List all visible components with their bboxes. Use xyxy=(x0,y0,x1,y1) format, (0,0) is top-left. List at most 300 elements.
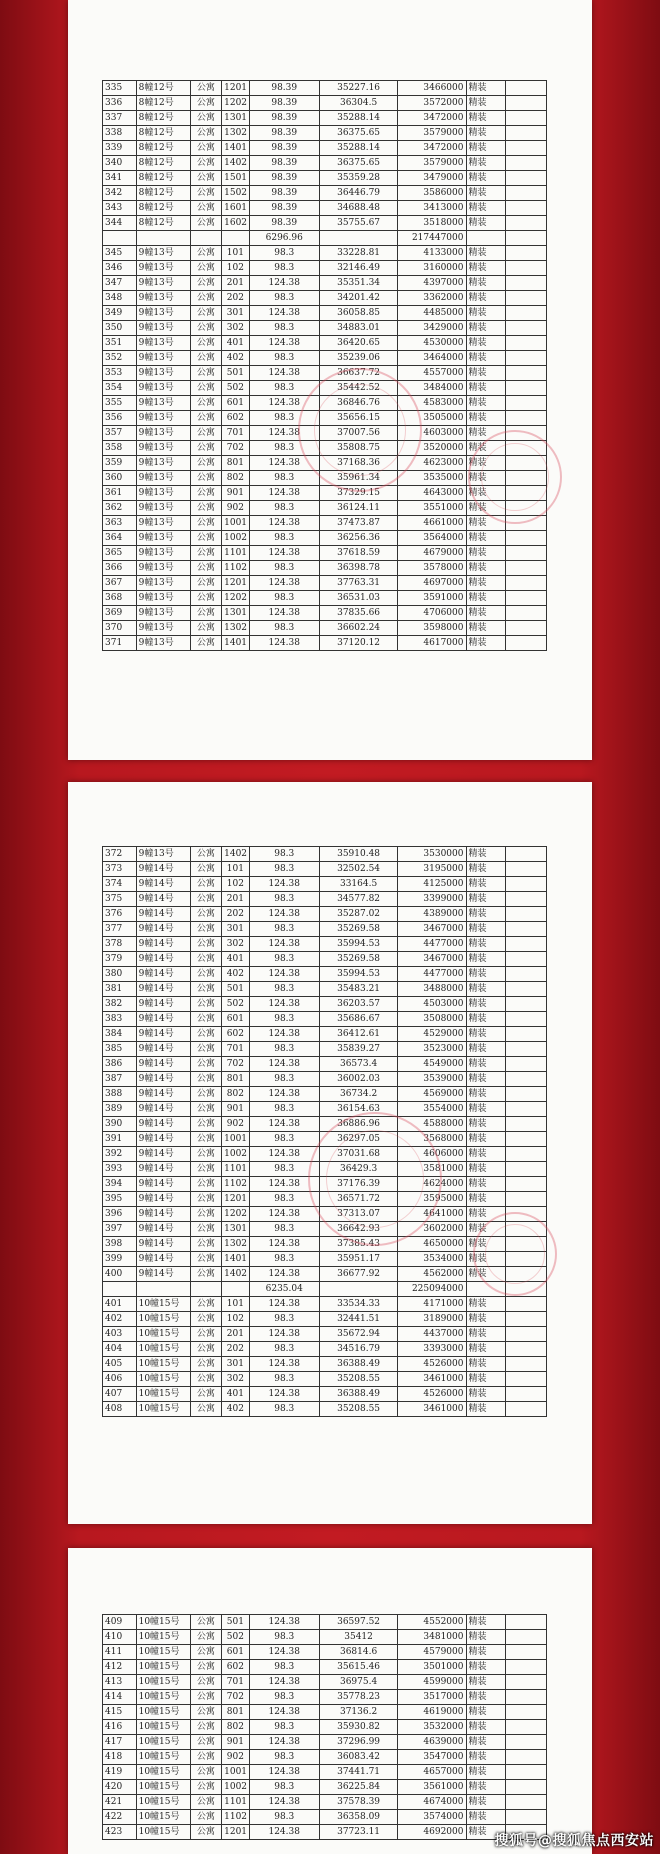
unit-price-cell: 35239.06 xyxy=(319,351,397,366)
finish-cell: 精装 xyxy=(466,1222,506,1237)
unit-price-cell: 36677.92 xyxy=(319,1267,397,1282)
remarks-cell xyxy=(506,1282,547,1297)
table-row xyxy=(103,1087,547,1102)
remarks-cell xyxy=(506,982,547,997)
building-cell: 10幢15号 xyxy=(136,1825,190,1840)
table-row xyxy=(103,1810,547,1825)
remarks-cell xyxy=(506,186,547,201)
total-price-cell: 3464000 xyxy=(398,351,466,366)
area-cell: 98.3 xyxy=(249,1660,319,1675)
area-cell: 98.3 xyxy=(249,952,319,967)
total-price-cell: 3399000 xyxy=(398,892,466,907)
row-number-cell: 377 xyxy=(103,922,137,937)
building-cell: 9幢14号 xyxy=(136,1132,190,1147)
remarks-cell xyxy=(506,456,547,471)
unit-type-cell: 公寓 xyxy=(190,1147,222,1162)
remarks-cell xyxy=(506,366,547,381)
area-cell: 124.38 xyxy=(249,1027,319,1042)
remarks-cell xyxy=(506,1675,547,1690)
unit-type-cell: 公寓 xyxy=(190,396,222,411)
finish-cell: 精装 xyxy=(466,877,506,892)
building-cell: 9幢14号 xyxy=(136,1162,190,1177)
room-number-cell: 301 xyxy=(222,922,249,937)
building-cell: 9幢13号 xyxy=(136,426,190,441)
row-number-cell: 343 xyxy=(103,201,137,216)
total-price-cell: 4526000 xyxy=(398,1357,466,1372)
remarks-cell xyxy=(506,411,547,426)
unit-price-cell: 37168.36 xyxy=(319,456,397,471)
finish-cell: 精装 xyxy=(466,1372,506,1387)
unit-type-cell: 公寓 xyxy=(190,171,222,186)
unit-type-cell: 公寓 xyxy=(190,877,222,892)
unit-type-cell: 公寓 xyxy=(190,531,222,546)
table-row xyxy=(103,1267,547,1282)
unit-type-cell: 公寓 xyxy=(190,1327,222,1342)
area-cell: 98.3 xyxy=(249,621,319,636)
total-price-cell: 3481000 xyxy=(398,1630,466,1645)
area-cell: 98.3 xyxy=(249,847,319,862)
room-number-cell: 1601 xyxy=(222,201,249,216)
row-number-cell: 421 xyxy=(103,1795,137,1810)
table-row xyxy=(103,1372,547,1387)
table-row xyxy=(103,1630,547,1645)
row-number-cell: 404 xyxy=(103,1342,137,1357)
remarks-cell xyxy=(506,967,547,982)
unit-type-cell: 公寓 xyxy=(190,621,222,636)
remarks-cell xyxy=(506,306,547,321)
room-number-cell: 301 xyxy=(222,306,249,321)
room-number-cell: 1302 xyxy=(222,126,249,141)
unit-type-cell: 公寓 xyxy=(190,501,222,516)
area-cell: 124.38 xyxy=(249,1735,319,1750)
table-row xyxy=(103,1192,547,1207)
finish-cell: 精装 xyxy=(466,486,506,501)
row-number-cell: 376 xyxy=(103,907,137,922)
finish-cell: 精装 xyxy=(466,426,506,441)
area-cell: 98.3 xyxy=(249,1132,319,1147)
table-row xyxy=(103,952,547,967)
finish-cell: 精装 xyxy=(466,952,506,967)
finish-cell: 精装 xyxy=(466,216,506,231)
unit-price-cell: 35910.48 xyxy=(319,847,397,862)
remarks-cell xyxy=(506,1147,547,1162)
row-number-cell: 365 xyxy=(103,546,137,561)
unit-type-cell: 公寓 xyxy=(190,997,222,1012)
total-price-cell: 3472000 xyxy=(398,111,466,126)
unit-type-cell: 公寓 xyxy=(190,351,222,366)
unit-price-cell: 36886.96 xyxy=(319,1117,397,1132)
row-number-cell: 353 xyxy=(103,366,137,381)
finish-cell: 精装 xyxy=(466,276,506,291)
area-cell: 98.3 xyxy=(249,501,319,516)
remarks-cell xyxy=(506,81,547,96)
total-price-cell: 4477000 xyxy=(398,937,466,952)
building-cell: 9幢13号 xyxy=(136,456,190,471)
unit-type-cell: 公寓 xyxy=(190,1675,222,1690)
total-price-cell: 3466000 xyxy=(398,81,466,96)
area-cell: 98.3 xyxy=(249,561,319,576)
area-cell: 124.38 xyxy=(249,1057,319,1072)
table-row xyxy=(103,1057,547,1072)
finish-cell: 精装 xyxy=(466,141,506,156)
area-cell: 124.38 xyxy=(249,1645,319,1660)
unit-price-cell: 36420.65 xyxy=(319,336,397,351)
remarks-cell xyxy=(506,1087,547,1102)
finish-cell: 精装 xyxy=(466,471,506,486)
unit-price-cell: 36573.4 xyxy=(319,1057,397,1072)
area-cell: 124.38 xyxy=(249,1675,319,1690)
unit-price-cell: 36225.84 xyxy=(319,1780,397,1795)
unit-type-cell: 公寓 xyxy=(190,1735,222,1750)
table-row xyxy=(103,621,547,636)
finish-cell: 精装 xyxy=(466,967,506,982)
total-price-cell: 4569000 xyxy=(398,1087,466,1102)
building-cell: 9幢13号 xyxy=(136,516,190,531)
remarks-cell xyxy=(506,321,547,336)
remarks-cell xyxy=(506,1327,547,1342)
row-number-cell: 399 xyxy=(103,1252,137,1267)
building-cell: 9幢14号 xyxy=(136,907,190,922)
document-page-2 xyxy=(68,782,592,1524)
finish-cell: 精装 xyxy=(466,351,506,366)
building-cell: 9幢13号 xyxy=(136,351,190,366)
building-cell: 9幢14号 xyxy=(136,1042,190,1057)
finish-cell: 精装 xyxy=(466,1027,506,1042)
unit-price-cell: 36256.36 xyxy=(319,531,397,546)
unit-price-cell: 35778.23 xyxy=(319,1690,397,1705)
total-price-cell: 4623000 xyxy=(398,456,466,471)
room-number-cell: 201 xyxy=(222,1327,249,1342)
building-cell: 10幢15号 xyxy=(136,1297,190,1312)
total-price-cell: 4679000 xyxy=(398,546,466,561)
unit-type-cell: 公寓 xyxy=(190,862,222,877)
remarks-cell xyxy=(506,1267,547,1282)
unit-type-cell: 公寓 xyxy=(190,471,222,486)
unit-price-cell: 37296.99 xyxy=(319,1735,397,1750)
total-price-cell: 3501000 xyxy=(398,1660,466,1675)
row-number-cell: 381 xyxy=(103,982,137,997)
finish-cell: 精装 xyxy=(466,1057,506,1072)
finish-cell: 精装 xyxy=(466,516,506,531)
unit-type-cell: 公寓 xyxy=(190,261,222,276)
remarks-cell xyxy=(506,171,547,186)
room-number-cell: 702 xyxy=(222,1057,249,1072)
unit-price-cell: 33164.5 xyxy=(319,877,397,892)
total-price-cell: 4530000 xyxy=(398,336,466,351)
unit-type-cell: 公寓 xyxy=(190,126,222,141)
table-row xyxy=(103,1720,547,1735)
room-number-cell: 1602 xyxy=(222,216,249,231)
room-number-cell: 402 xyxy=(222,967,249,982)
remarks-cell xyxy=(506,877,547,892)
finish-cell: 精装 xyxy=(466,591,506,606)
table-row xyxy=(103,1765,547,1780)
remarks-cell xyxy=(506,1042,547,1057)
remarks-cell xyxy=(506,246,547,261)
table-row xyxy=(103,1660,547,1675)
total-price-cell: 3472000 xyxy=(398,141,466,156)
row-number-cell: 335 xyxy=(103,81,137,96)
table-row xyxy=(103,967,547,982)
room-number-cell: 1102 xyxy=(222,561,249,576)
finish-cell: 精装 xyxy=(466,1402,506,1417)
row-number-cell: 379 xyxy=(103,952,137,967)
finish-cell: 精装 xyxy=(466,501,506,516)
room-number-cell: 502 xyxy=(222,1630,249,1645)
row-number-cell: 359 xyxy=(103,456,137,471)
remarks-cell xyxy=(506,516,547,531)
unit-price-cell: 35412 xyxy=(319,1630,397,1645)
building-cell: 9幢14号 xyxy=(136,937,190,952)
unit-price-cell: 36388.49 xyxy=(319,1357,397,1372)
table-row xyxy=(103,1690,547,1705)
row-number-cell: 338 xyxy=(103,126,137,141)
unit-price-cell: 32441.51 xyxy=(319,1312,397,1327)
finish-cell: 精装 xyxy=(466,381,506,396)
area-cell: 98.3 xyxy=(249,892,319,907)
finish-cell: 精装 xyxy=(466,561,506,576)
unit-price-cell: 37473.87 xyxy=(319,516,397,531)
finish-cell: 精装 xyxy=(466,1795,506,1810)
room-number-cell: 1202 xyxy=(222,591,249,606)
table-row xyxy=(103,81,547,96)
unit-type-cell: 公寓 xyxy=(190,246,222,261)
unit-price-cell: 36446.79 xyxy=(319,186,397,201)
building-cell: 10幢15号 xyxy=(136,1720,190,1735)
table-row xyxy=(103,396,547,411)
room-number-cell: 501 xyxy=(222,366,249,381)
table-row xyxy=(103,186,547,201)
room-number-cell: 1201 xyxy=(222,81,249,96)
unit-price-cell: 35656.15 xyxy=(319,411,397,426)
building-cell: 9幢14号 xyxy=(136,1252,190,1267)
remarks-cell xyxy=(506,156,547,171)
room-number-cell: 1001 xyxy=(222,516,249,531)
area-cell: 98.3 xyxy=(249,1402,319,1417)
finish-cell: 精装 xyxy=(466,1327,506,1342)
finish-cell: 精装 xyxy=(466,606,506,621)
finish-cell: 精装 xyxy=(466,1147,506,1162)
remarks-cell xyxy=(506,561,547,576)
total-price-cell: 3595000 xyxy=(398,1192,466,1207)
price-register-table xyxy=(102,80,547,651)
unit-type-cell: 公寓 xyxy=(190,291,222,306)
unit-type-cell: 公寓 xyxy=(190,1825,222,1840)
building-cell: 10幢15号 xyxy=(136,1750,190,1765)
building-cell: 9幢13号 xyxy=(136,336,190,351)
unit-price-cell: 36975.4 xyxy=(319,1675,397,1690)
table-row xyxy=(103,1297,547,1312)
building-cell: 9幢14号 xyxy=(136,1207,190,1222)
room-number-cell: 601 xyxy=(222,1645,249,1660)
room-number-cell: 1002 xyxy=(222,1147,249,1162)
area-cell: 98.3 xyxy=(249,1012,319,1027)
unit-type-cell: 公寓 xyxy=(190,156,222,171)
table-row xyxy=(103,261,547,276)
row-number-cell: 375 xyxy=(103,892,137,907)
total-price-cell: 3551000 xyxy=(398,501,466,516)
table-row xyxy=(103,997,547,1012)
building-cell: 10幢15号 xyxy=(136,1312,190,1327)
unit-price-cell: 36637.72 xyxy=(319,366,397,381)
building-cell: 8幢12号 xyxy=(136,96,190,111)
unit-price-cell: 35994.53 xyxy=(319,937,397,952)
room-number-cell: 601 xyxy=(222,1012,249,1027)
row-number-cell: 411 xyxy=(103,1645,137,1660)
room-number-cell: 801 xyxy=(222,1072,249,1087)
table-row xyxy=(103,201,547,216)
area-cell: 124.38 xyxy=(249,1327,319,1342)
area-cell: 98.3 xyxy=(249,1690,319,1705)
unit-price-cell: 35615.46 xyxy=(319,1660,397,1675)
total-price-cell: 3393000 xyxy=(398,1342,466,1357)
area-cell: 124.38 xyxy=(249,1765,319,1780)
unit-type-cell: 公寓 xyxy=(190,1795,222,1810)
subtotal-row xyxy=(103,1282,547,1297)
remarks-cell xyxy=(506,261,547,276)
table-row xyxy=(103,847,547,862)
unit-price-cell: 34688.48 xyxy=(319,201,397,216)
unit-type-cell: 公寓 xyxy=(190,1387,222,1402)
room-number-cell: 1502 xyxy=(222,186,249,201)
row-number-cell: 350 xyxy=(103,321,137,336)
unit-price-cell: 36358.09 xyxy=(319,1810,397,1825)
remarks-cell xyxy=(506,997,547,1012)
building-cell: 9幢14号 xyxy=(136,997,190,1012)
building-cell: 8幢12号 xyxy=(136,141,190,156)
area-cell: 98.3 xyxy=(249,591,319,606)
table-row xyxy=(103,1615,547,1630)
unit-type-cell: 公寓 xyxy=(190,1750,222,1765)
finish-cell: 精装 xyxy=(466,1645,506,1660)
room-number-cell: 1202 xyxy=(222,96,249,111)
total-price-cell: 4133000 xyxy=(398,246,466,261)
table-row xyxy=(103,1735,547,1750)
table-row xyxy=(103,1645,547,1660)
total-price-cell: 4624000 xyxy=(398,1177,466,1192)
unit-type-cell: 公寓 xyxy=(190,561,222,576)
table-row xyxy=(103,1675,547,1690)
unit-type-cell: 公寓 xyxy=(190,1690,222,1705)
area-cell: 124.38 xyxy=(249,907,319,922)
row-number-cell: 372 xyxy=(103,847,137,862)
total-price-cell: 3484000 xyxy=(398,381,466,396)
finish-cell: 精装 xyxy=(466,246,506,261)
unit-price-cell: 36375.65 xyxy=(319,156,397,171)
area-cell: 98.3 xyxy=(249,321,319,336)
remarks-cell xyxy=(506,111,547,126)
total-price-cell: 3578000 xyxy=(398,561,466,576)
unit-price-cell: 36083.42 xyxy=(319,1750,397,1765)
row-number-cell: 408 xyxy=(103,1402,137,1417)
unit-price-cell: 37176.39 xyxy=(319,1177,397,1192)
room-number-cell: 902 xyxy=(222,1117,249,1132)
finish-cell: 精装 xyxy=(466,396,506,411)
row-number-cell: 419 xyxy=(103,1765,137,1780)
remarks-cell xyxy=(506,351,547,366)
unit-type-cell: 公寓 xyxy=(190,96,222,111)
unit-price-cell: 35359.28 xyxy=(319,171,397,186)
remarks-cell xyxy=(506,96,547,111)
row-number-cell: 415 xyxy=(103,1705,137,1720)
total-price-cell: 4706000 xyxy=(398,606,466,621)
row-number-cell: 378 xyxy=(103,937,137,952)
unit-price-cell xyxy=(319,1282,397,1297)
remarks-cell xyxy=(506,231,547,246)
building-cell: 10幢15号 xyxy=(136,1327,190,1342)
area-cell: 124.38 xyxy=(249,546,319,561)
area-cell: 98.3 xyxy=(249,1780,319,1795)
remarks-cell xyxy=(506,1162,547,1177)
area-cell: 124.38 xyxy=(249,967,319,982)
finish-cell: 精装 xyxy=(466,1615,506,1630)
unit-type-cell: 公寓 xyxy=(190,216,222,231)
area-cell: 98.3 xyxy=(249,1162,319,1177)
finish-cell: 精装 xyxy=(466,1630,506,1645)
building-cell: 9幢13号 xyxy=(136,261,190,276)
unit-price-cell: 34516.79 xyxy=(319,1342,397,1357)
unit-type-cell: 公寓 xyxy=(190,516,222,531)
total-price-cell: 4639000 xyxy=(398,1735,466,1750)
unit-type-cell: 公寓 xyxy=(190,982,222,997)
table-row xyxy=(103,171,547,186)
table-row xyxy=(103,1402,547,1417)
unit-price-cell: 36297.05 xyxy=(319,1132,397,1147)
remarks-cell xyxy=(506,1222,547,1237)
room-number-cell: 1002 xyxy=(222,1780,249,1795)
area-cell: 98.39 xyxy=(249,96,319,111)
row-number-cell: 423 xyxy=(103,1825,137,1840)
finish-cell: 精装 xyxy=(466,1675,506,1690)
unit-price-cell: 36375.65 xyxy=(319,126,397,141)
unit-type-cell: 公寓 xyxy=(190,952,222,967)
room-number-cell: 701 xyxy=(222,1042,249,1057)
row-number-cell xyxy=(103,231,137,246)
unit-type-cell: 公寓 xyxy=(190,321,222,336)
building-cell: 9幢14号 xyxy=(136,1102,190,1117)
total-price-cell: 4606000 xyxy=(398,1147,466,1162)
remarks-cell xyxy=(506,1810,547,1825)
finish-cell: 精装 xyxy=(466,1735,506,1750)
total-price-cell: 3461000 xyxy=(398,1372,466,1387)
building-cell: 8幢12号 xyxy=(136,81,190,96)
building-cell: 9幢14号 xyxy=(136,1012,190,1027)
area-cell: 98.3 xyxy=(249,1192,319,1207)
finish-cell: 精装 xyxy=(466,306,506,321)
unit-price-cell: 36642.93 xyxy=(319,1222,397,1237)
room-number-cell: 1102 xyxy=(222,1177,249,1192)
table-row xyxy=(103,516,547,531)
row-number-cell: 405 xyxy=(103,1357,137,1372)
unit-price-cell: 35269.58 xyxy=(319,952,397,967)
remarks-cell xyxy=(506,1387,547,1402)
unit-type-cell: 公寓 xyxy=(190,1012,222,1027)
document-page-1 xyxy=(68,0,592,760)
room-number-cell: 1101 xyxy=(222,1795,249,1810)
table-row xyxy=(103,141,547,156)
row-number-cell: 422 xyxy=(103,1810,137,1825)
total-price-cell: 3429000 xyxy=(398,321,466,336)
table-row xyxy=(103,246,547,261)
table-row xyxy=(103,321,547,336)
unit-type-cell: 公寓 xyxy=(190,426,222,441)
unit-price-cell: 34883.01 xyxy=(319,321,397,336)
remarks-cell xyxy=(506,291,547,306)
finish-cell: 精装 xyxy=(466,862,506,877)
table-row xyxy=(103,291,547,306)
building-cell: 9幢14号 xyxy=(136,1147,190,1162)
finish-cell: 精装 xyxy=(466,171,506,186)
